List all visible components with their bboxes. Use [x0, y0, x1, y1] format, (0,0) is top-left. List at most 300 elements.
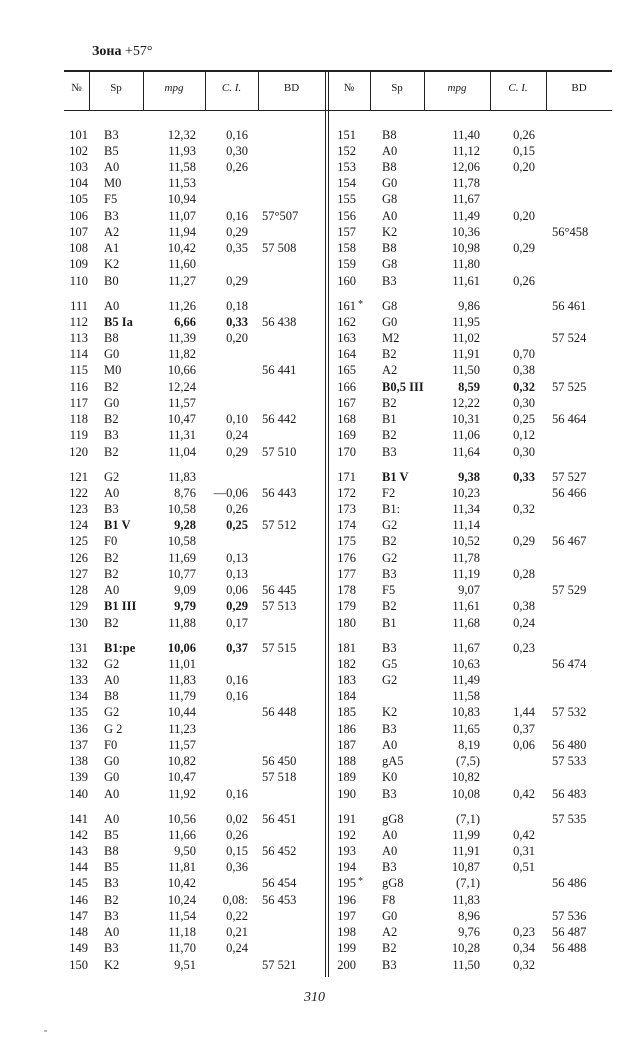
star-number: 179	[337, 599, 356, 614]
photographic-magnitude: 9,28	[174, 518, 196, 533]
photographic-magnitude: 11,61	[452, 273, 480, 288]
photographic-magnitude: 11,12	[452, 144, 480, 159]
star-number: 140	[69, 786, 88, 801]
spectral-type: B3	[382, 957, 397, 972]
star-number: 197	[337, 909, 356, 924]
color-index: 0,13	[226, 567, 248, 582]
spectral-type: B5	[104, 144, 119, 159]
color-index: 0,24	[226, 428, 248, 443]
header-m-left-text: mpg	[164, 82, 184, 94]
bd-number: 56 452	[262, 844, 297, 859]
spectral-type: A0	[382, 828, 398, 843]
color-index: 0,18	[226, 299, 248, 313]
photographic-magnitude: 10,47	[167, 412, 196, 427]
star-number: 143	[69, 844, 88, 859]
star-number: 119	[69, 428, 88, 443]
star-number: 134	[69, 689, 88, 704]
photographic-magnitude: 11,07	[168, 209, 196, 224]
photographic-magnitude: 11,50	[452, 957, 480, 972]
photographic-magnitude: 9,86	[458, 299, 480, 313]
star-number: 173	[337, 502, 356, 517]
bd-number: 56 443	[262, 486, 297, 501]
color-index: 0,37	[226, 641, 248, 655]
photographic-magnitude: 10,28	[451, 941, 480, 956]
photographic-magnitude: 11,83	[168, 673, 196, 688]
color-index: 0,20	[226, 331, 248, 346]
photographic-magnitude: 12,24	[167, 380, 196, 395]
spectral-type: A2	[104, 225, 120, 240]
bd-number: 56 441	[262, 363, 297, 378]
header-m-right-text: mpg	[447, 82, 467, 94]
header-no-left: №	[71, 82, 82, 94]
spectral-type: B3	[382, 786, 397, 801]
zone-label: Зона	[92, 44, 122, 59]
spectral-type: A0	[104, 299, 120, 313]
star-number: 131	[69, 641, 88, 655]
spectral-type: G2	[382, 673, 398, 688]
photographic-magnitude: 10,42	[167, 241, 196, 256]
spectral-type: B8	[104, 689, 119, 704]
star-number: 110	[69, 273, 88, 288]
star-number: 153	[337, 160, 356, 175]
photographic-magnitude: 10,24	[167, 893, 196, 908]
photographic-magnitude: 10,44	[167, 705, 196, 720]
star-number: 177	[337, 567, 356, 582]
photographic-magnitude: 10,98	[451, 241, 480, 256]
star-number: 154	[337, 176, 356, 191]
spectral-type: B1 III	[104, 599, 137, 614]
color-index: 0,06	[226, 583, 248, 598]
star-number: 178	[337, 583, 356, 598]
bd-number: 57 521	[262, 957, 297, 972]
color-index: 0,31	[513, 844, 535, 859]
star-number: 158	[337, 241, 356, 256]
spectral-type: G2	[104, 705, 120, 720]
spectral-type: B2	[382, 941, 397, 956]
spectral-type: B5	[104, 860, 119, 875]
photographic-magnitude: 11,39	[168, 331, 196, 346]
bd-number: 57 533	[552, 754, 587, 769]
bd-number: 57 515	[262, 641, 297, 655]
spectral-type: B2	[382, 428, 397, 443]
color-index: 0,28	[513, 567, 535, 582]
photographic-magnitude: 10,66	[167, 363, 196, 378]
color-index: 0,16	[226, 128, 248, 142]
spectral-type: G0	[104, 347, 120, 362]
color-index: 0,16	[226, 209, 248, 224]
photographic-magnitude: 12,32	[167, 128, 196, 142]
photographic-magnitude: 11,06	[452, 428, 480, 443]
star-number: 188	[337, 754, 356, 769]
spectral-type: F5	[382, 583, 396, 598]
photographic-magnitude: 9,09	[174, 583, 196, 598]
spectral-type: B8	[382, 128, 397, 142]
spectral-type: B3	[104, 909, 119, 924]
bd-number: 57 536	[552, 909, 587, 924]
color-index: 0,15	[226, 844, 248, 859]
color-index: 0,26	[226, 502, 248, 517]
spectral-type: M2	[382, 331, 400, 346]
color-index: 0,06	[513, 738, 535, 753]
star-number: 161	[337, 299, 356, 313]
star-number: 111	[70, 299, 88, 313]
bd-number: 57 508	[262, 241, 297, 256]
photographic-magnitude: 9,07	[458, 583, 480, 598]
spectral-type: B2	[104, 893, 119, 908]
header-sp-left: Sp	[110, 82, 122, 94]
spectral-type: B3	[104, 502, 119, 517]
spectral-type: B3	[382, 860, 397, 875]
star-number: 138	[69, 754, 88, 769]
note-asterisk: *	[358, 299, 363, 310]
star-number: 142	[69, 828, 88, 843]
spectral-type: gA5	[382, 754, 404, 769]
color-index: 0,16	[226, 786, 248, 801]
photographic-magnitude: 10,42	[167, 876, 196, 891]
color-index: 0,29	[226, 273, 248, 288]
photographic-magnitude: 11,70	[168, 941, 196, 956]
star-number: 105	[69, 192, 88, 207]
star-number: 186	[337, 722, 356, 737]
color-index: 0,38	[513, 363, 535, 378]
note-asterisk: *	[358, 876, 363, 888]
page-blot	[44, 1030, 47, 1032]
color-index: 0,24	[226, 941, 248, 956]
star-number: 109	[69, 257, 88, 272]
star-number: 169	[337, 428, 356, 443]
photographic-magnitude: 11,14	[452, 518, 480, 533]
color-index: 0,29	[513, 534, 535, 549]
bd-number: 56 466	[552, 486, 587, 501]
photographic-magnitude: 10,47	[167, 770, 196, 785]
color-index: 0,70	[513, 347, 535, 362]
spectral-type: B3	[104, 941, 119, 956]
star-number: 127	[69, 567, 88, 582]
spectral-type: G5	[382, 657, 398, 672]
star-number: 160	[337, 273, 356, 288]
star-number: 159	[337, 257, 356, 272]
spectral-type: F8	[382, 893, 396, 908]
photographic-magnitude: 11,69	[168, 551, 196, 566]
spectral-type: G8	[382, 257, 398, 272]
header-sp-right: Sp	[391, 82, 403, 94]
color-index: 0,38	[513, 599, 535, 614]
spectral-type: B3	[104, 876, 119, 891]
photographic-magnitude: 11,67	[452, 641, 480, 655]
color-index: 0,33	[513, 470, 535, 484]
star-number: 196	[337, 893, 356, 908]
star-number: 174	[337, 518, 356, 533]
spectral-type: B3	[104, 209, 119, 224]
header-ci-right-text: C. I.	[508, 82, 528, 94]
spectral-type: B1:	[382, 502, 401, 517]
spectral-type: A0	[104, 812, 120, 826]
star-number: 155	[337, 192, 356, 207]
star-number: 175	[337, 534, 356, 549]
photographic-magnitude: 9,38	[458, 470, 480, 484]
star-number: 121	[69, 470, 88, 484]
star-number: 149	[69, 941, 88, 956]
star-number: 180	[337, 615, 356, 630]
spectral-type: A0	[382, 738, 398, 753]
header-ci-right	[490, 82, 546, 94]
star-number: 104	[69, 176, 88, 191]
bd-number: 56 450	[262, 754, 297, 769]
spectral-type: B2	[104, 551, 119, 566]
star-number: 141	[69, 812, 88, 826]
photographic-magnitude: 11,65	[452, 722, 480, 737]
star-number: 163	[337, 331, 356, 346]
bd-number: 56 480	[552, 738, 587, 753]
star-number: 117	[69, 396, 88, 411]
color-index: 0,30	[226, 144, 248, 159]
spectral-type: K2	[382, 225, 398, 240]
photographic-magnitude: 11,57	[168, 738, 196, 753]
star-number: 191	[337, 812, 356, 826]
star-number: 199	[337, 941, 356, 956]
bd-number: 56 483	[552, 786, 587, 801]
table-top-rule	[64, 70, 612, 72]
photographic-magnitude: 10,06	[167, 641, 196, 655]
photographic-magnitude: 11,01	[168, 657, 196, 672]
spectral-type: B8	[382, 160, 397, 175]
color-index: 0,16	[226, 689, 248, 704]
spectral-type: B2	[104, 615, 119, 630]
star-number: 130	[69, 615, 88, 630]
color-index: 0,32	[513, 957, 535, 972]
photographic-magnitude: 11,04	[168, 444, 196, 459]
spectral-type: B3	[382, 641, 397, 655]
bd-number: 57 532	[552, 705, 587, 720]
color-index: 0,30	[513, 396, 535, 411]
color-index: 0,32	[513, 502, 535, 517]
color-index: 0,34	[513, 941, 535, 956]
color-index: 0,10	[226, 412, 248, 427]
photographic-magnitude: 11,54	[168, 909, 196, 924]
star-number: 200	[337, 957, 356, 972]
star-number: 171	[337, 470, 356, 484]
photographic-magnitude: 12,06	[451, 160, 480, 175]
star-number: 136	[69, 722, 88, 737]
spectral-type: B2	[382, 396, 397, 411]
bd-number: 56 461	[552, 299, 587, 313]
star-number: 106	[69, 209, 88, 224]
bd-number: 56 474	[552, 657, 587, 672]
photographic-magnitude: 11,66	[168, 828, 196, 843]
bd-number: 57 524	[552, 331, 587, 346]
star-number: 114	[69, 347, 88, 362]
bd-number: 56 486	[552, 876, 587, 891]
photographic-magnitude: 10,58	[167, 534, 196, 549]
star-number: 170	[337, 444, 356, 459]
spectral-type: A2	[382, 363, 398, 378]
bd-number: 57 527	[552, 470, 587, 484]
color-index: 0,13	[226, 551, 248, 566]
bd-number: 57 512	[262, 518, 297, 533]
spectral-type: G2	[382, 551, 398, 566]
spectral-type: A2	[382, 925, 398, 940]
photographic-magnitude: 8,96	[458, 909, 480, 924]
star-number: 115	[69, 363, 88, 378]
photographic-magnitude: 11,18	[168, 925, 196, 940]
bd-number: 56°458	[552, 225, 589, 240]
spectral-type: gG8	[382, 876, 404, 891]
color-index: 0,26	[226, 160, 248, 175]
spectral-type: A0	[382, 144, 398, 159]
star-number: 162	[337, 315, 356, 330]
color-index: 0,02	[226, 812, 248, 826]
spectral-type: M0	[104, 176, 122, 191]
photographic-magnitude: 11,99	[452, 828, 480, 843]
spectral-type: G 2	[104, 722, 123, 737]
spectral-type: A0	[104, 673, 120, 688]
photographic-magnitude: 11,94	[168, 225, 196, 240]
spectral-type: B0,5 III	[382, 380, 424, 395]
spectral-type: B3	[382, 444, 397, 459]
star-number: 144	[69, 860, 88, 875]
color-index: —0,06	[213, 486, 248, 501]
header-ci-left-text: C. I.	[221, 82, 242, 94]
color-index: 0,51	[513, 860, 535, 875]
spectral-type: B2	[382, 599, 397, 614]
spectral-type: K2	[382, 705, 398, 720]
center-double-rule-b	[328, 72, 329, 977]
spectral-type: B2	[104, 444, 119, 459]
spectral-type: B5	[104, 828, 119, 843]
color-index: 0,37	[513, 722, 535, 737]
photographic-magnitude: 11,95	[452, 315, 480, 330]
photographic-magnitude: 11,19	[452, 567, 480, 582]
bd-number: 56 451	[262, 812, 297, 826]
color-index: 0,42	[513, 786, 535, 801]
photographic-magnitude: 12,22	[451, 396, 480, 411]
star-number: 133	[69, 673, 88, 688]
photographic-magnitude: 11,02	[452, 331, 480, 346]
color-index: 0,36	[226, 860, 248, 875]
spectral-type: K2	[104, 957, 120, 972]
spectral-type: B1	[382, 615, 397, 630]
color-index: 0,21	[226, 925, 248, 940]
star-number: 150	[69, 957, 88, 972]
spectral-type: K0	[382, 770, 398, 785]
photographic-magnitude: 10,94	[167, 192, 196, 207]
bd-number: 56 488	[552, 941, 587, 956]
star-number: 166	[337, 380, 356, 395]
star-number: 123	[69, 502, 88, 517]
spectral-type: G2	[382, 518, 398, 533]
spectral-type: B3	[382, 722, 397, 737]
spectral-type: B3	[104, 428, 119, 443]
star-number: 176	[337, 551, 356, 566]
star-number: 164	[337, 347, 356, 362]
photographic-magnitude: 11,57	[168, 396, 196, 411]
bd-number: 56 453	[262, 893, 297, 908]
star-number: 165	[337, 363, 356, 378]
bd-number: 57 510	[262, 444, 297, 459]
star-number: 184	[337, 689, 356, 704]
spectral-type: B2	[104, 380, 119, 395]
spectral-type: B8	[382, 241, 397, 256]
spectral-type: G0	[382, 315, 398, 330]
photographic-magnitude: 10,52	[451, 534, 480, 549]
photographic-magnitude: 11,53	[168, 176, 196, 191]
bd-number: 56 448	[262, 705, 297, 720]
photographic-magnitude: 8,19	[458, 738, 480, 753]
star-number: 194	[337, 860, 356, 875]
bd-number: 57 529	[552, 583, 587, 598]
photographic-magnitude: 10,63	[451, 657, 480, 672]
header-bd-left: BD	[283, 82, 300, 94]
spectral-type: B1 V	[382, 470, 409, 484]
star-number: 189	[337, 770, 356, 785]
photographic-magnitude: (7,5)	[456, 754, 480, 769]
bd-number: 56 442	[262, 412, 297, 427]
photographic-magnitude: 10,23	[451, 486, 480, 501]
star-number: 129	[69, 599, 88, 614]
color-index: 0,23	[513, 925, 535, 940]
color-index: 0,08:	[222, 893, 248, 908]
star-number: 112	[69, 315, 88, 330]
star-number: 103	[69, 160, 88, 175]
photographic-magnitude: 11,23	[168, 722, 196, 737]
color-index: 0,25	[226, 518, 248, 533]
color-index: 0,17	[226, 615, 248, 630]
header-bd-right: BD	[571, 82, 587, 94]
bd-number: 56 467	[552, 534, 587, 549]
star-number: 181	[337, 641, 356, 655]
photographic-magnitude: 11,83	[168, 470, 196, 484]
spectral-type: G0	[382, 909, 398, 924]
photographic-magnitude: 11,68	[452, 615, 480, 630]
photographic-magnitude: 11,31	[168, 428, 196, 443]
photographic-magnitude: 11,91	[452, 347, 480, 362]
photographic-magnitude: 11,64	[452, 444, 480, 459]
spectral-type: G2	[104, 470, 120, 484]
color-index: 0,26	[513, 273, 535, 288]
color-index: 0,24	[513, 615, 535, 630]
color-index: 0,29	[226, 444, 248, 459]
header-m-left	[143, 82, 205, 94]
photographic-magnitude: 10,82	[451, 770, 480, 785]
star-number: 157	[337, 225, 356, 240]
color-index: 0,26	[226, 828, 248, 843]
spectral-type: F0	[104, 738, 118, 753]
photographic-magnitude: 10,31	[451, 412, 480, 427]
photographic-magnitude: 11,81	[168, 860, 196, 875]
color-index: 1,44	[513, 705, 535, 720]
photographic-magnitude: 11,78	[452, 551, 480, 566]
spectral-type: G0	[104, 396, 120, 411]
spectral-type: G8	[382, 299, 398, 313]
photographic-magnitude: 10,56	[167, 812, 196, 826]
color-index: 0,29	[226, 599, 248, 614]
photographic-magnitude: 10,77	[167, 567, 196, 582]
photographic-magnitude: 8,76	[174, 486, 196, 501]
star-number: 198	[337, 925, 356, 940]
color-index: 0,30	[513, 444, 535, 459]
photographic-magnitude: 11,82	[168, 347, 196, 362]
photographic-magnitude: 11,92	[168, 786, 196, 801]
spectral-type: A0	[104, 925, 120, 940]
color-index: 0,29	[226, 225, 248, 240]
photographic-magnitude: 9,51	[174, 957, 196, 972]
star-number: 195	[337, 876, 356, 891]
star-number: 152	[337, 144, 356, 159]
spectral-type: B2	[382, 534, 397, 549]
star-number: 137	[69, 738, 88, 753]
color-index: 0,15	[513, 144, 535, 159]
photographic-magnitude: 11,61	[452, 599, 480, 614]
